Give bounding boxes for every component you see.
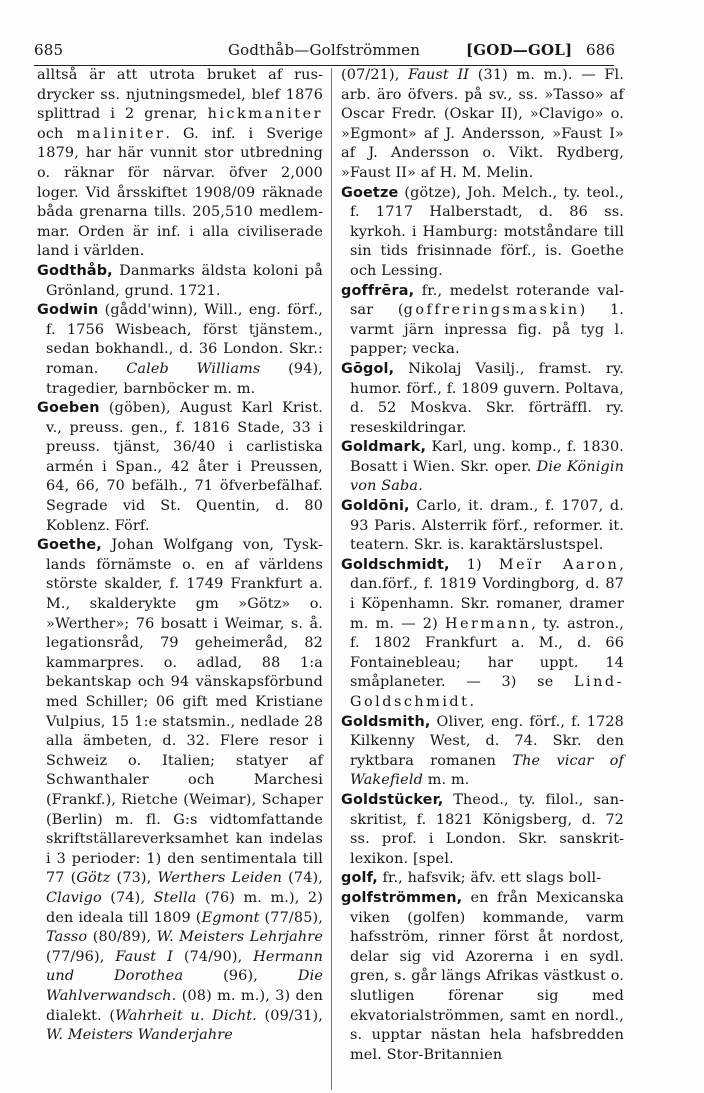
- entry-goffrera: goffrēra, fr., medelst roterande valsar (goffreringsmaskin) 1. varmt järn inpressa fig. på tyg l. papper; vecka.: [341, 282, 624, 358]
- headword: Goldsmith,: [341, 713, 431, 730]
- entry-godwin: Godwin (gådd'winn), Will., eng. förf., f. 1756 Wisbeach, först tjänstem., sedan bokhandl., d. 36 London. Skr.: roman. Caleb Williams (94), tragedier, barnböcker m. m.: [37, 302, 323, 397]
- headword: Goldmark,: [341, 439, 427, 456]
- entry-continuation-godtemplar: alltså är att utrota bruket af rusdrycker ss. njutningsmedel, blef 1876 splittrad i 2 grenar, hickmaniter och maliniter. G. inf. i Sverige 1879, har här vunnit stor utbredning o. räknar för närvar. öfver 2,000 loger. Vid årsskiftet 1908/09 räknade båda grenarna tills. 205,510 medlemmar. Orden är inf. i alla civiliserade land i världen.: [37, 67, 324, 260]
- headword: goffrēra,: [341, 282, 415, 299]
- entry-goldoni: Goldōni, Carlo, it. dram., f. 1707, d. 93 Paris. Alsterrik förf., reformer. it. teatern. Skr. is. karaktärslustspel.: [341, 498, 624, 554]
- headword: Goldōni,: [341, 498, 410, 515]
- entry-gogol: Gōgol, Nikolaj Vasilj., framst. ry. humor. förf., f. 1809 guvern. Poltava, d. 52 Moskva. Skr. förträffl. ry. reseskildringar.: [341, 360, 624, 436]
- right-column: [341, 66, 624, 1065]
- entry-golf: golf, fr., hafsvik; äfv. ett slags boll-: [341, 870, 602, 887]
- headword: golfströmmen,: [341, 889, 463, 906]
- entry-godthab: Godthåb, Danmarks äldsta koloni på Grönland, grund. 1721.: [37, 262, 323, 299]
- headword: Goethe,: [37, 537, 102, 554]
- page-header: [34, 41, 616, 63]
- entry-goldmark: Goldmark, Karl, ung. komp., f. 1830. Bosatt i Wien. Skr. oper. Die Königin von Saba.: [341, 439, 624, 495]
- column-divider: [331, 68, 332, 1090]
- entry-goethe: Goethe, Johan Wolfgang von, Tysklands förnämste o. en af världens störste skalder, f. 1749 Frankfurt a. M., skalderykte gm »Götz» o. »Werther»; 76 bosatt i Weimar, s. å. legationsråd, 79 geheimeråd, 82 kammarpres. o. adlad, 88 1:a bekantskap och 94 vänskapsförbund med Schiller; 06 gift med Kristiane Vulpius, 15 1:e statsmin., nedlade 28 alla ämbeten, d. 32. Flere resor i Schweiz o. Italien; statyer af Schwanthaler och Marchesi (Frankf.), Rietche (Weimar), Schaper (Berlin) m. fl. G:s vidtomfattande skriftställareverksamhet kan indelas i 3 perioder: 1) den sentimentala till 77 (Götz (73), Werthers Leiden (74), Clavigo (74), Stella (76) m. m.), 2) den ideala till 1809 (Egmont (77/85), Tasso (80/89), W. Meisters Lehrjahre (77/96), Faust I (74/90), Hermann und Dorothea (96), Die Wahlverwandsch. (08) m. m.), 3) den dialekt. (Wahrheit u. Dicht. (09/31), W. Meisters Wanderjahre: [37, 537, 324, 1044]
- headword: Gōgol,: [341, 360, 395, 377]
- entry-goldstucker: Goldstücker, Theod., ty. filol., sanskritist, f. 1821 Königsberg, d. 72 ss. prof. i London. Skr. sanskritlexikon. [spel.: [341, 791, 624, 867]
- entry-range: [GOD—GOL]: [466, 41, 573, 59]
- entry-goldschmidt: Goldschmidt, 1) Meïr Aaron, dan.förf., f. 1819 Vordingborg, d. 87 i Köpenhamn. Skr. romaner, dramer m. m. — 2) Hermann, ty. astron., f. 1802 Frankfurt a. M., d. 66 Fontainebleau; har uppt. 14 småplaneter. — 3) se Lind-Goldschmidt.: [341, 556, 624, 710]
- headword: Godthåb,: [37, 262, 113, 279]
- headword: Goldschmidt,: [341, 556, 450, 573]
- left-column: [37, 66, 323, 1046]
- page-number-right: 686: [586, 41, 616, 59]
- headword: Goldstücker,: [341, 791, 444, 808]
- headword: golf,: [341, 870, 378, 887]
- entry-goetze: Goetze (götze), Joh. Melch., ty. teol., f. 1717 Halberstadt, d. 86 ss. kyrkoh. i Hamburg: motståndare till sin tids frisinnade förf., is. Goethe och Lessing.: [341, 184, 624, 279]
- entry-goeben: Goeben (göben), August Karl Krist. v., preuss. gen., f. 1816 Stade, 33 i preuss. tjänst, 36/40 i carlistiska armén i Span., 42 åter i Preussen, 64, 66, 70 befälh., 71 öfverbefälhaf. Segrade vid St. Quentin, d. 80 Koblenz. Förf.: [37, 400, 323, 534]
- page-number-left: 685: [34, 41, 64, 59]
- entry-golfstrommen: golfströmmen, en från Mexicanska viken (golfen) kommande, varm hafsström, rinner först åt nordost, delar sig vid Azorerna i en sydl. gren, s. går längs Afrikas västkust o. slutligen förenar sig med ekvatorialströmmen, samt en nordl., s. upptar nästan hela hafsbredden mel. Stor-Britannien: [341, 889, 624, 1063]
- entry-goethe-continued: (07/21), Faust II (31) m. m.). — Fl. arb. äro öfvers. på sv., ss. »Tasso» af Oscar Fredr. (Oskar II), »Clavigo» o. »Egmont» af J. Andersson, »Faust I» af J. Andersson o. Vikt. Rydberg, »Faust II» af H. M. Melin.: [341, 67, 625, 181]
- headword: Goeben: [37, 400, 100, 417]
- entry-goldsmith: Goldsmith, Oliver, eng. förf., f. 1728 Kilkenny West, d. 74. Skr. den ryktbara romanen The vicar of Wakefield m. m.: [341, 713, 624, 789]
- headword: Godwin: [37, 302, 99, 319]
- headword: Goetze: [341, 184, 399, 201]
- running-head: Godthåb—Golfströmmen: [228, 41, 421, 59]
